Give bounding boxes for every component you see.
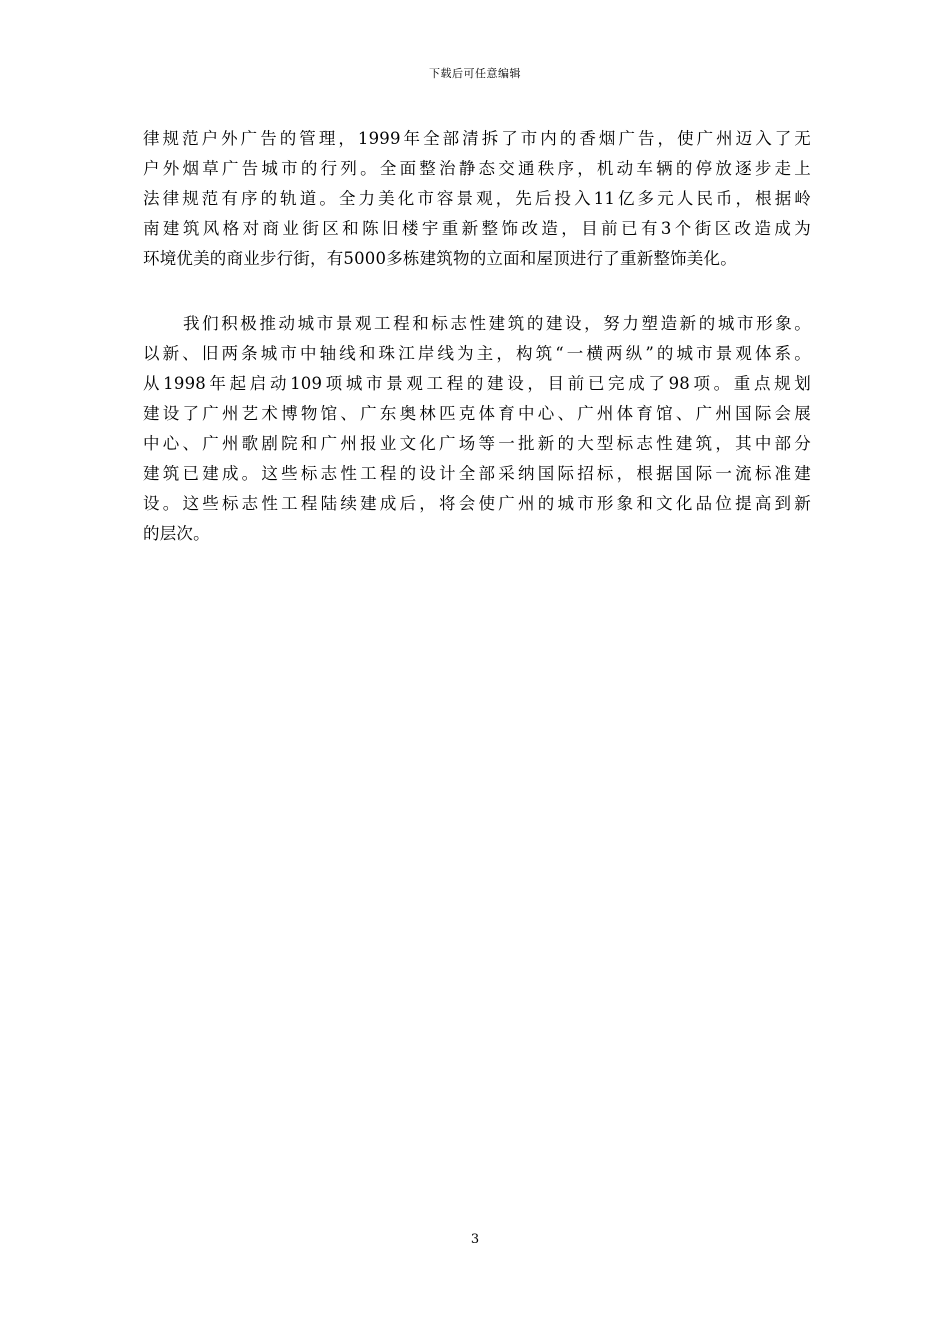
text-line: 设。这些标志性工程陆续建成后，将会使广州的城市形象和文化品位提高到新 <box>143 494 811 513</box>
text-line: 我们积极推动城市景观工程和标志性建筑的建设，努力塑造新的城市形象。 <box>183 314 811 333</box>
page-number: 3 <box>470 1232 480 1247</box>
text-line: 南建筑风格对商业街区和陈旧楼宇重新整饰改造，目前已有3个街区改造成为 <box>143 219 811 238</box>
paragraph-2 <box>143 309 811 549</box>
page-header: 下载后可任意编辑 <box>429 67 521 80</box>
paragraph-1 <box>143 124 811 274</box>
text-line: 建设了广州艺术博物馆、广东奥林匹克体育中心、广州体育馆、广州国际会展 <box>143 404 811 423</box>
text-line: 建筑已建成。这些标志性工程的设计全部采纳国际招标，根据国际一流标准建 <box>143 464 811 483</box>
paragraph-spacer <box>143 274 811 309</box>
text-line: 户外烟草广告城市的行列。全面整治静态交通秩序，机动车辆的停放逐步走上 <box>143 159 811 178</box>
text-line: 以新、旧两条城市中轴线和珠江岸线为主，构筑“一横两纵”的城市景观体系。 <box>143 344 811 363</box>
text-line: 的层次。 <box>143 524 210 543</box>
text-line: 中心、广州歌剧院和广州报业文化广场等一批新的大型标志性建筑，其中部分 <box>143 434 811 453</box>
document-body <box>143 124 811 549</box>
text-line: 环境优美的商业步行街，有5000多栋建筑物的立面和屋顶进行了重新整饰美化。 <box>143 249 737 268</box>
text-line: 律规范户外广告的管理，1999年全部清拆了市内的香烟广告，使广州迈入了无 <box>143 129 811 148</box>
text-line: 从1998年起启动109项城市景观工程的建设，目前已完成了98项。重点规划 <box>143 374 811 393</box>
text-line: 法律规范有序的轨道。全力美化市容景观，先后投入11亿多元人民币，根据岭 <box>143 189 811 208</box>
